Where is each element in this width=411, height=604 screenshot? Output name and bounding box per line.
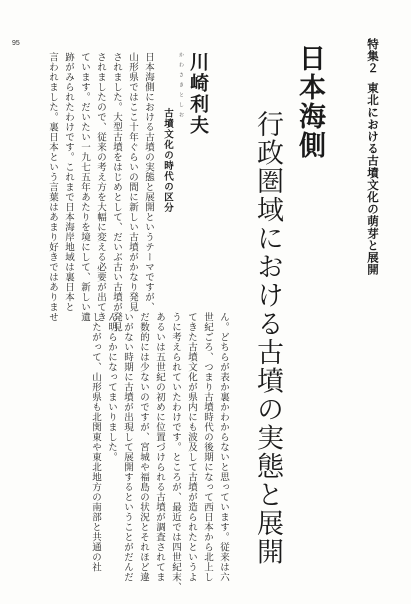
special-feature-label: 特集２ [366,38,380,74]
body-line: 日本海側における古墳の実態と展開というテーマですが、 [143,52,154,312]
body-line: されました。大型古墳をはじめとして、だいぶ古い古墳が発見 [111,52,122,332]
body-line: 山形県ではここ十年ぐらいの間に新しい古墳がかなり発見 [127,52,138,312]
body-line: うに考えられていたわけです。ところが、最近では四世紀末、 [170,312,181,592]
article-title-line-1: 日本海側 [294,44,325,160]
body-text-lower [87,312,231,592]
article-title-line-2: 行政圏域における古墳の実態と展開 [252,110,283,566]
body-line: あるいは五世紀の初めに位置づけられる古墳が調査されてま [154,312,165,582]
author-name: 川崎利夫 [187,52,209,136]
body-line: 言われました。裏日本という言葉はあまり好きではありませ [47,52,58,322]
body-line: てきた古墳文化が県内にも波及して古墳が造られたというよ [186,312,197,582]
special-feature-title: 東北における古墳文化の萌芽と展開 [366,82,380,276]
author-name-ruby: かわさきとしお [178,52,184,122]
body-line: いがない時期に古墳が出現して展開するということがだんだ [122,312,133,582]
body-line: だ数的には少ないのですが、宮城や福島の状況とそれほど違 [138,312,149,582]
body-line: ん明らかになってまいりました。 [106,312,117,462]
section-heading: 古墳文化の時代の区分 [162,108,173,213]
body-line: 跡がみられたわけです。これまで日本海岸地域は裏日本と [63,52,74,312]
page-number: 95 [12,40,20,47]
body-line: 世紀ごろ、つまり古墳時代の後期になって西日本から北上し [202,312,213,582]
body-line: ん。どちらが表か裏かわからないと思っています。従来は六 [218,312,229,582]
body-line: ています。だいたい一九七五年あたりを境にして、新しい遺 [79,52,90,322]
body-line: したがって、山形県も北関東や東北地方の南部と共通の社 [90,312,101,572]
body-line: されましたので、従来の考え方を大幅に変える必要が出てき [95,52,106,322]
body-text-upper [44,52,156,342]
